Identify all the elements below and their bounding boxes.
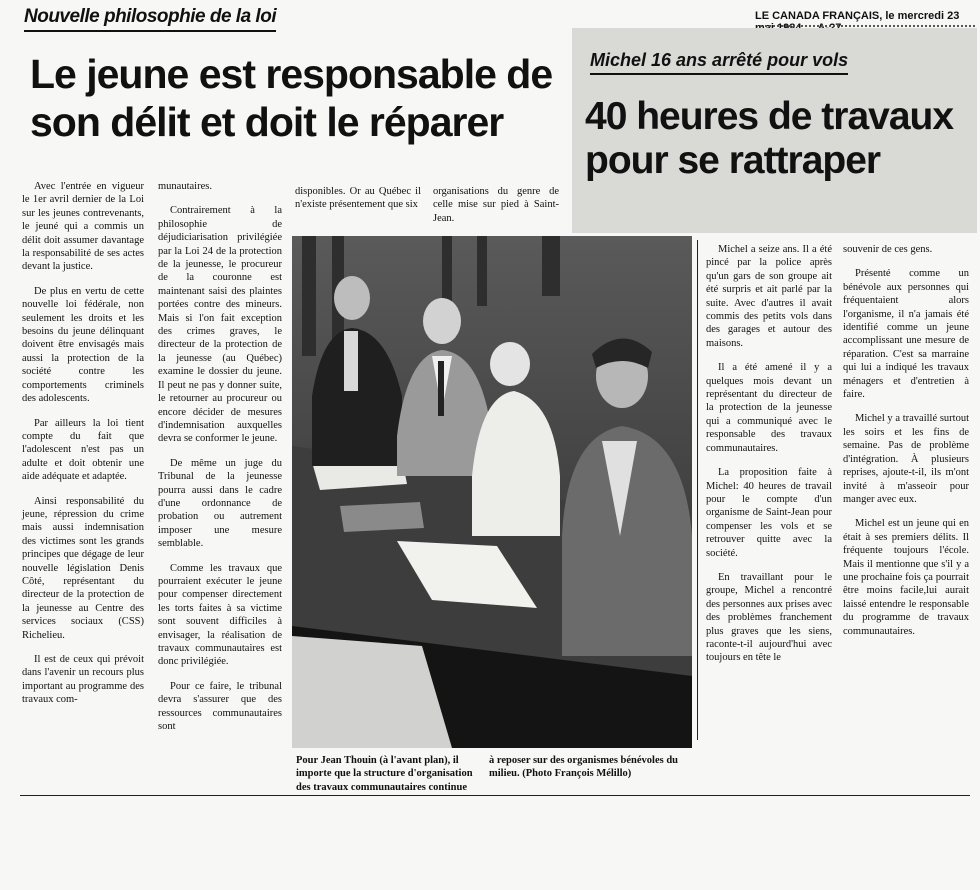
article-paragraph: Il est de ceux qui prévoit dans l'avenir un recours plus important au programme des travaux com- <box>22 654 144 706</box>
article-column-1 <box>22 180 144 718</box>
clipping-bottom-rule <box>20 795 970 796</box>
article-paragraph: Avec l'entrée en vigueur le 1er avril dernier de la Loi sur les jeunes contrevenants, le jeuné qui a commis un délit doit assumer davantage la responsabilité de ses actes devant la justice. <box>22 181 144 273</box>
sidebar-kicker: Michel 16 ans arrêté pour vols <box>590 50 848 75</box>
article-headline: Le jeune est responsable de son délit et doit le réparer <box>30 51 553 145</box>
article-paragraph: De même un juge du Tribunal de la jeunesse pourra aussi dans le cadre d'une ordonnance de probation ou autrement imposer une mesure semblable. <box>158 457 282 550</box>
photo-illustration <box>292 236 692 748</box>
sidebar-paragraph: souvenir de ces gens. <box>843 244 933 255</box>
sidebar-paragraph: Michel y a travaillé surtout les soirs et les fins de semaine. Pas de problème d'intégration. À plusieurs reprises, ajoute-t-il, ils m'ont invité à m'asseoir pour manger avec eux. <box>843 413 969 505</box>
sidebar-headline: 40 heures de travaux pour se rattraper <box>585 95 954 182</box>
article-column-3 <box>295 185 421 223</box>
article-paragraph: Pour ce faire, le tribunal devra s'assurer que des ressources communautaires sont <box>158 680 282 733</box>
article-paragraph: De plus en vertu de cette nouvelle loi fédérale, non seulement les droits et les besoins du jeune délinquant doivent être envisagés mais aussi la protection de la société contre les comportements criminels des adolescents. <box>22 285 144 405</box>
article-paragraph: Par ailleurs la loi tient compte du fait que l'adolescent n'est pas un adulte et doit obtenir une aide adéquate et adaptée. <box>22 417 144 483</box>
sidebar-divider-rule <box>697 240 698 740</box>
sidebar-column-2 <box>843 243 969 649</box>
sidebar-paragraph: Présenté comme un bénévole aux personnes qui fréquentaient alors l'organisme, il n'a jamais été identifié comme un jeune accomplissant une mesure de réparation. C'est sa marraine qui lui a indiqué les travaux ménagers et d'entretien à faire. <box>843 268 969 401</box>
article-paragraph: Ainsi responsabilité du jeune, répression du crime mais aussi indemnisation des victimes sont les grands principes que dégage de leur nouvelle législation Denis Côté, représentant du directeur de la protection de la jeunesse au Centre des services sociaux (CSS) Richelieu. <box>22 495 144 641</box>
article-paragraph: Comme les travaux que pourraient exécuter le jeune pour compenser directement les torts faites à sa victime sont souvent difficiles à envisager, la réalisation de travaux communautaires est donc privilégiée. <box>158 562 282 668</box>
sidebar-paragraph: La proposition faite à Michel: 40 heures de travail pour le compte d'un organisme de Saint-Jean pour compenser les vols et se retrouver quitte avec la société. <box>706 467 832 559</box>
sidebar-paragraph: En travaillant pour le groupe, Michel a rencontré des personnes aux prises avec des problèmes franchement plus graves que les siens, raconte-t-il aujourd'hui avec toujours en tête le <box>706 571 832 664</box>
article-paragraph: organisations du genre de celle mise sur pied à Saint-Jean. <box>433 186 559 224</box>
photo-caption-right: à reposer sur des organismes bénévoles du milieu. (Photo François Mélillo) <box>489 755 679 780</box>
article-paragraph: munautaires. <box>158 181 212 192</box>
article-paragraph: disponibles. Or au Québec il n'existe présentement que six <box>295 186 421 211</box>
article-column-2 <box>158 180 282 744</box>
sidebar-paragraph: Michel a seize ans. Il a été pincé par la police après qu'un gars de son groupe ait été surpris et ait parlé par la suite. Avec d'autres il avait commis des petits vols dans des garages et autour des maisons. <box>706 244 832 349</box>
article-kicker: Nouvelle philosophie de la loi <box>24 6 276 32</box>
photo-caption-left: Pour Jean Thouin (à l'avant plan), il importe que la structure d'organisation des travaux communautaires continue <box>296 755 473 793</box>
news-photo <box>292 236 692 748</box>
masthead-paper: LE CANADA FRANÇAIS, le mercredi 23 <box>755 10 960 22</box>
article-column-4 <box>433 185 559 236</box>
sidebar-column-1 <box>706 243 832 676</box>
article-paragraph: Contrairement à la philosophie de déjudiciarisation privilégiée par la Loi 24 de la protection de la jeunesse, le procureur de la couronne est maintenant saisi des plaintes portées contre des mineurs. Mais si l'on fait exception des crimes graves, le directeur de la protection de la jeunesse (au Québec) examine le dossier du jeune. Il peut ne pas y donner suite, le retourner au procureur ou encore décider de mesures d'indemnisation auxquelles devra se conformer le jeune. <box>158 205 282 445</box>
sidebar-paragraph: Il a été amené il y a quelques mois devant un représentant du directeur de la protection de la jeunesse qui a communiqué avec le responsable des travaux communautaires. <box>706 362 832 454</box>
sidebar-paragraph: Michel est un jeune qui en était à ses premiers délits. Il fréquente toujours l'école. Mais il mentionne que s'il y a une prochaine fois ça pourrait être moins facile,lui aurait laissé entendre le responsable du programme de travaux communautaires. <box>843 518 969 637</box>
